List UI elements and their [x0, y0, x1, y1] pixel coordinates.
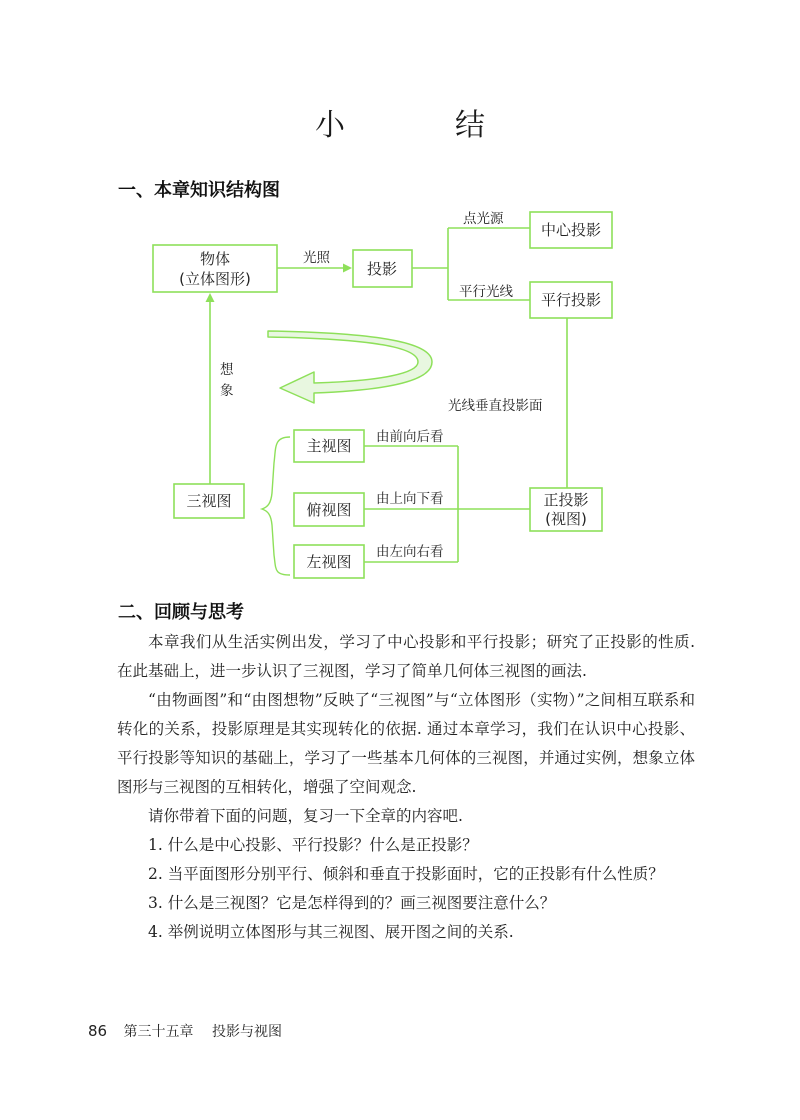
- brace: [262, 437, 290, 575]
- question-item: 4. 举例说明立体图形与其三视图、展开图之间的关系.: [148, 923, 514, 941]
- edge-parallel-light-label: 平行光线: [459, 284, 513, 300]
- chapter-title: 投影与视图: [212, 1024, 282, 1040]
- paragraph: 请你带着下面的问题，复习一下全章的内容吧.: [148, 807, 463, 825]
- node-three-views-label: 三视图: [186, 492, 232, 510]
- section-heading-review: 二、回顾与思考: [118, 602, 244, 623]
- edge-left-to-right-label: 由左向右看: [376, 544, 444, 560]
- question-item: 3. 什么是三视图？它是怎样得到的？画三视图要注意什么？: [148, 894, 556, 912]
- section-heading-structure: 一、本章知识结构图: [118, 180, 280, 201]
- page-number: 86: [88, 1022, 108, 1040]
- paragraph: 本章我们从生活实例出发，学习了中心投影和平行投影；研究了正投影的性质. 在此基础上，进一步认识了三视图，学习了简单几何体三视图的画法.: [117, 633, 695, 680]
- node-front-view-label: 主视图: [306, 437, 352, 455]
- edge-imagine-label-2: 象: [220, 383, 234, 399]
- node-orthographic-label-1: 正投影: [543, 491, 589, 509]
- imagine-arrow: [268, 331, 432, 403]
- node-projection-label: 投影: [366, 260, 398, 278]
- node-orthographic-label-2: (视图): [545, 510, 587, 528]
- edge-front-to-back-label: 由前向后看: [376, 429, 444, 445]
- edge-perpendicular-label: 光线垂直投影面: [448, 398, 543, 414]
- question-item: 2. 当平面图形分别平行、倾斜和垂直于投影面时，它的正投影有什么性质？: [148, 865, 664, 883]
- node-top-view-label: 俯视图: [306, 501, 352, 519]
- edge-point-light-label: 点光源: [463, 211, 504, 227]
- page-title: 小 结: [315, 108, 525, 143]
- review-text: [117, 628, 695, 947]
- edge-light-label: 光照: [303, 250, 330, 266]
- question-item: 1. 什么是中心投影、平行投影？什么是正投影？: [148, 836, 478, 854]
- edge-top-to-bottom-label: 由上向下看: [376, 491, 444, 507]
- node-parallel-projection-label: 平行投影: [540, 291, 602, 309]
- page-footer: [88, 1021, 282, 1041]
- chapter-number: 第三十五章: [123, 1024, 194, 1040]
- edge-imagine-label-1: 想: [220, 362, 234, 378]
- node-left-view-label: 左视图: [306, 553, 352, 571]
- node-central-projection-label: 中心投影: [540, 221, 602, 239]
- node-object-label-2: (立体图形): [179, 270, 251, 288]
- paragraph: “由物画图”和“由图想物”反映了“三视图”与“立体图形（实物）”之间相互联系和转化的关系，投影原理是其实现转化的依据. 通过本章学习，我们在认识中心投影、平行投影等知识的基础上，学习了一些基本几何体的三视图，并通过实例，想象立体图形与三视图的互相转化，增强了空间观念.: [117, 691, 695, 796]
- node-object-label-1: 物体: [199, 250, 231, 268]
